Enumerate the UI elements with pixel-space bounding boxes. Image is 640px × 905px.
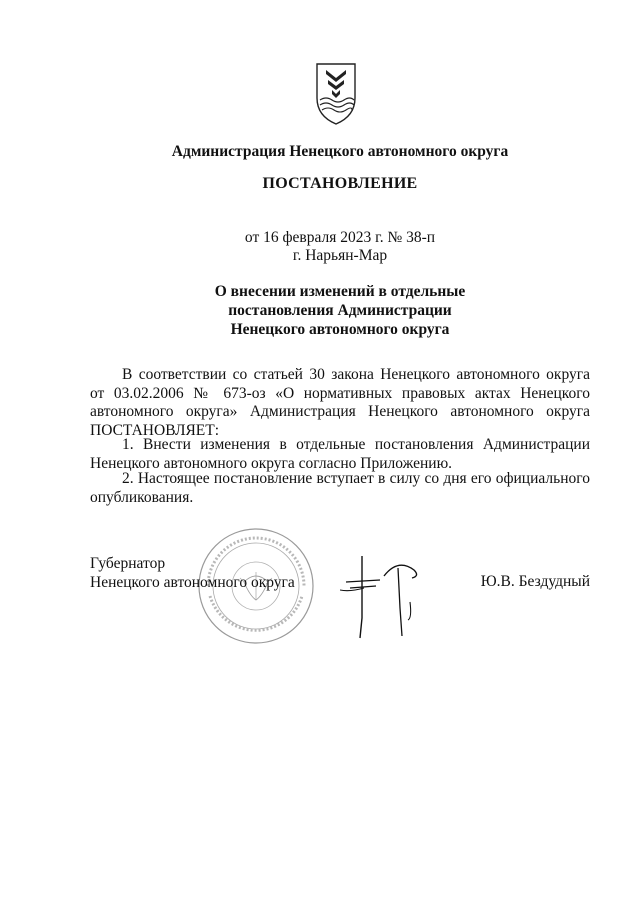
paragraph-line: от 03.02.2006 № 673-оз «О нормативных правовых актах Ненецкого <box>90 384 590 402</box>
paragraph-line: опубликования. <box>90 488 194 506</box>
subject-line: О внесении изменений в отдельные <box>214 283 466 300</box>
paragraph-item-2 <box>90 470 590 507</box>
signatory-organization: Ненецкого автономного округа <box>90 573 295 591</box>
document-subject <box>90 282 590 339</box>
paragraph-line: 2. Настоящее постановление вступает в силу со дня его официального <box>122 470 590 487</box>
paragraph-line: 1. Внести изменения в отдельные постановления Администрации <box>122 436 590 453</box>
document-type: ПОСТАНОВЛЕНИЕ <box>262 175 418 192</box>
subject-line: постановления Администрации <box>228 302 452 319</box>
paragraph-line: автономного округа» Администрация Ненецкого автономного округа <box>90 403 590 420</box>
paragraph-item-1 <box>90 436 590 473</box>
paragraph-line: В соответствии со статьей 30 закона Ненецкого автономного округа <box>122 366 590 383</box>
signatory-title: Губернатор <box>90 555 166 572</box>
coat-of-arms-emblem <box>314 58 358 126</box>
paragraph-line: ПОСТАНОВЛЯЕТ: <box>90 421 220 439</box>
organization-name: Администрация Ненецкого автономного округа <box>171 143 509 160</box>
handwritten-signature <box>340 548 440 648</box>
date-number: от 16 февраля 2023 г. № 38-п <box>244 229 436 246</box>
city: г. Нарьян-Мар <box>292 247 388 264</box>
paragraph-line: Ненецкого автономного округа согласно Приложению. <box>90 454 453 472</box>
paragraph-preamble <box>90 366 590 440</box>
signatory-name: Ю.В. Бездудный <box>480 573 590 590</box>
subject-line: Ненецкого автономного округа <box>230 321 450 338</box>
signatory-position <box>90 555 295 592</box>
